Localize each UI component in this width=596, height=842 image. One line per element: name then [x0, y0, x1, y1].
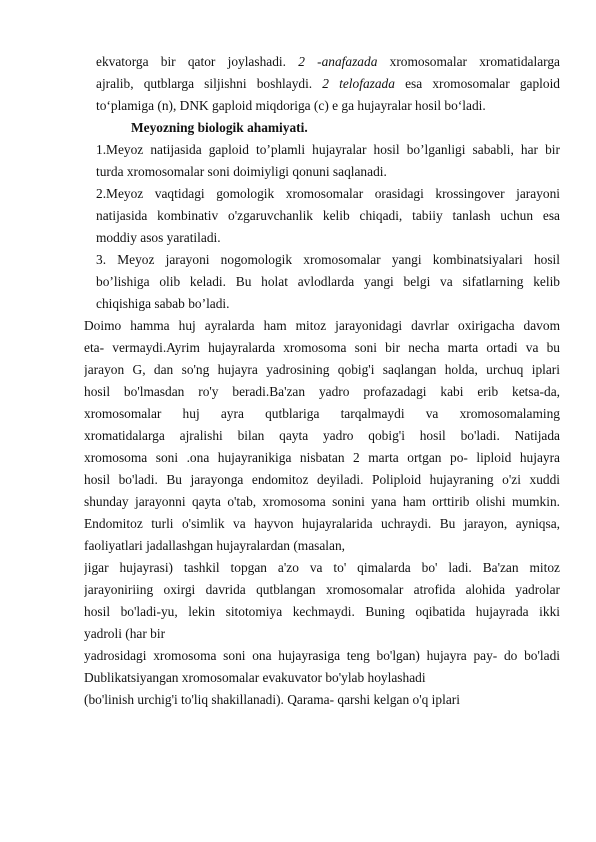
list-line: turda xromosomalar soni doimiyligi qonuni saqlanadi. — [96, 164, 387, 179]
italic-term: 2 telofazada — [322, 76, 395, 91]
body-line: shunday jarayonni qayta o'tab, xromosoma sonini yana ham orttirib olishi mumkin. — [84, 494, 560, 509]
text-line — [96, 74, 560, 94]
list-line: 3. Meyoz jarayoni nogomologik xromosomalar yangi kombinatsiyalari hosil — [96, 252, 560, 267]
body-line: (bo'linish urchig'i to'liq shakillanadi). Qarama- qarshi kelgan o'q iplari — [84, 692, 460, 707]
body-line: hosil bo'lmasdan ro'y beradi.Ba'zan yadro profazadagi kabi erib ketsa-da, — [84, 384, 560, 399]
text-span: ajralib, qutblarga siljishni boshlaydi. — [96, 76, 323, 91]
body-line: xromosoma soni .ona hujayranikiga nisbatan 2 marta ortgan po- liploid hujayra — [84, 450, 560, 465]
list-line: natijasida kombinativ o'zgaruvchanlik kelib chiqadi, tabiiy tanlash uchun esa — [96, 208, 560, 223]
body-line: yadroli (har bir — [84, 626, 166, 641]
body-line: jarayoniriing oxirgi davrida qutblangan xromosomalar atrofida alohida yadrolar — [84, 582, 560, 597]
list-line: 2.Meyoz vaqtidagi gomologik xromosomalar orasidagi krossingover jarayoni — [96, 186, 560, 201]
text-span: esa xromosomalar gaploid — [394, 76, 560, 91]
section-heading: Meyozning biologik ahamiyati. — [131, 120, 308, 135]
body-line: xromatidalarga ajralishi bilan qayta yadro qobig'i hosil bo'ladi. Natijada — [84, 428, 560, 443]
italic-term: 2 -anafazada — [298, 54, 378, 69]
list-line: moddiy asos yaratiladi. — [96, 230, 221, 245]
body-line: jarayon G, dan so'ng hujayra yadrosining qobig'i saqlangan holda, urchuq iplari — [84, 362, 560, 377]
text-line — [96, 52, 560, 72]
body-line: Doimo hamma huj ayralarda ham mitoz jarayonidagi davrlar oxirigacha davom — [84, 318, 560, 333]
body-line: hosil bo'ladi. Bu jarayonga endomitoz deyiladi. Poliploid hujayraning o'zi xuddi — [84, 472, 560, 487]
body-line: jigar hujayrasi) tashkil topgan a'zo va to' qimalarda bo' ladi. Ba'zan mitoz — [84, 560, 560, 575]
list-line: bo’lishiga olib keladi. Bu holat avlodlarda yangi belgi va sifatlarning kelib — [96, 274, 560, 289]
body-line: faoliyatlari jadallashgan hujayralardan (masalan, — [84, 538, 345, 553]
body-line: hosil bo'ladi-yu, lekin sitotomiya kechmaydi. Buning oqibatida hujayrada ikki — [84, 604, 560, 619]
list-line: chiqishiga sabab bo’ladi. — [96, 296, 230, 311]
body-line: eta- vermaydi.Ayrim hujayralarda xromosoma soni bir necha marta ortadi va bu — [84, 340, 560, 355]
text-span: xromosomalar xromatidalarga — [377, 54, 560, 69]
body-line: Endomitoz turli o'simlik va hayvon hujayralarida uchraydi. Bu jarayon, ayniqsa, — [84, 516, 560, 531]
body-line: xromosomalar huj ayra qutblariga tarqalmaydi va xromosomalaming — [84, 406, 560, 421]
text-span: ekvatorga bir qator joylashadi. — [96, 54, 299, 69]
list-line: 1.Meyoz natijasida gaploid to’plamli hujayralar hosil bo’lganligi sababli, har bir — [96, 142, 560, 157]
body-line: yadrosidagi xromosoma soni ona hujayrasiga teng bo'lgan) hujayra pay- do bo'ladi — [84, 648, 560, 663]
body-line: Dublikatsiyangan xromosomalar evakuvator bo'ylab hoylashadi — [84, 670, 426, 685]
text-line: to‘plamiga (n), DNK gaploid miqdoriga (c) e ga hujayralar hosil bo‘ladi. — [96, 98, 486, 113]
